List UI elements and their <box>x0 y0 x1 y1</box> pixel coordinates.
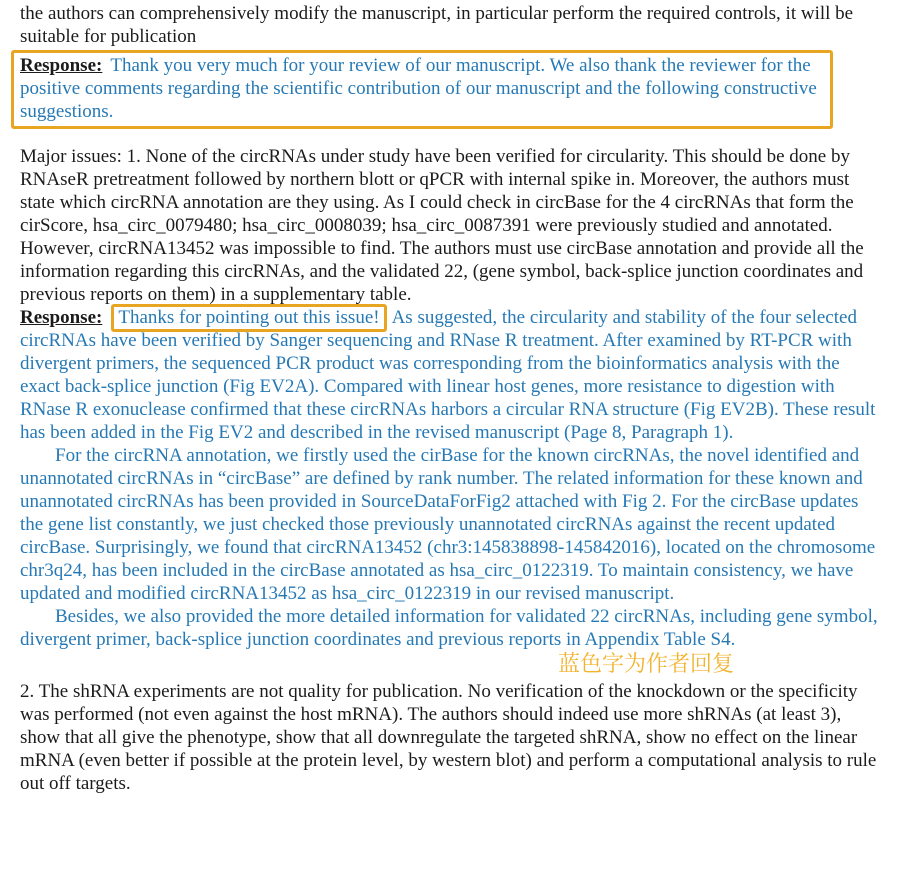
response-1-label: Response: <box>20 55 103 76</box>
reviewer-major-issue-2: 2. The shRNA experiments are not quality for publication. No verification of the knockdown or the specificity was performed (not even against the host mRNA). The authors should indeed use more shRNAs (at least 3), show that all give the phenotype, show that all downregulate the targeted shRNA, show no effect on the linear mRNA (even better if possible at the protein level, by western blot) and perform a computational analysis to rule out off targets. <box>20 681 877 794</box>
response-1-text: Thank you very much for your review of our manuscript. We also thank the reviewer for the positive comments regarding the scientific contribution of our manuscript and the following constructive suggestions. <box>20 55 817 122</box>
response-2-paragraph <box>20 306 881 444</box>
reviewer-comment-intro: the authors can comprehensively modify the manuscript, in particular perform the required controls, it will be suitable for publication <box>20 3 854 47</box>
reviewer-major-issue-1: Major issues: 1. None of the circRNAs under study have been verified for circularity. This should be done by RNAseR pretreatment followed by northern blott or qPCR with internal spike in. Moreover, the authors must state which circRNA annotation are they using. As I could check in circBase for the 4 circRNAs that form the cirScore, hsa_circ_0079480; hsa_circ_0008039; hsa_circ_0087391 were previously studied and annotated. However, circRNA13452 was impossible to find. The authors must use circBase annotation and provide all the information regarding this circRNAs, and the validated 22, (gene symbol, back-splice junction coordinates and previous reports on them) in a supplementary table. <box>20 146 864 305</box>
response-2-highlighted-sentence: Thanks for pointing out this issue! <box>111 304 386 332</box>
response-1-highlight-box <box>11 50 833 129</box>
response-1-paragraph <box>20 54 826 123</box>
response-2-paragraph-2: For the circRNA annotation, we firstly used the cirBase for the known circRNAs, the novel identified and unannotated circRNAs in “circBase” are defined by rank number. The related information for these known and unannotated circRNAs has been provided in SourceDataForFig2 attached with Fig 2. For the circBase updates the gene list constantly, we just checked those previously unannotated circRNAs against the recent updated circBase. Surprisingly, we found that circRNA13452 (chr3:145838898-145842016), located on the chromosome chr3q24, has been included in the circBase annotated as hsa_circ_0122319. To maintain consistency, we have updated and modified circRNA13452 as hsa_circ_0122319 in our revised manuscript. <box>20 445 876 604</box>
paragraph-gap <box>20 129 881 145</box>
response-2-label: Response: <box>20 307 103 328</box>
response-2-text: As suggested, the circularity and stability of the four selected circRNAs have been verified by Sanger sequencing and RNase R treatment. After examined by RT-PCR with divergent primers, the sequenced PCR product was corresponding from the bioinformatics analysis with the exact back-splice junction (Fig EV2A). Compared with linear host genes, more resistance to digestion with RNase R exonuclease confirmed that these circRNAs harbors a circular RNA structure (Fig EV2B). These result has been added in the Fig EV2 and described in the revised manuscript (Page 8, Paragraph 1). <box>20 307 876 443</box>
annotation-note-blue-text-is-author-reply: 蓝色字为作者回复 <box>558 652 735 677</box>
response-2-paragraph-3: Besides, we also provided the more detailed information for validated 22 circRNAs, including gene symbol, divergent primer, back-splice junction coordinates and previous reports in Appendix Table S4. <box>20 606 878 650</box>
